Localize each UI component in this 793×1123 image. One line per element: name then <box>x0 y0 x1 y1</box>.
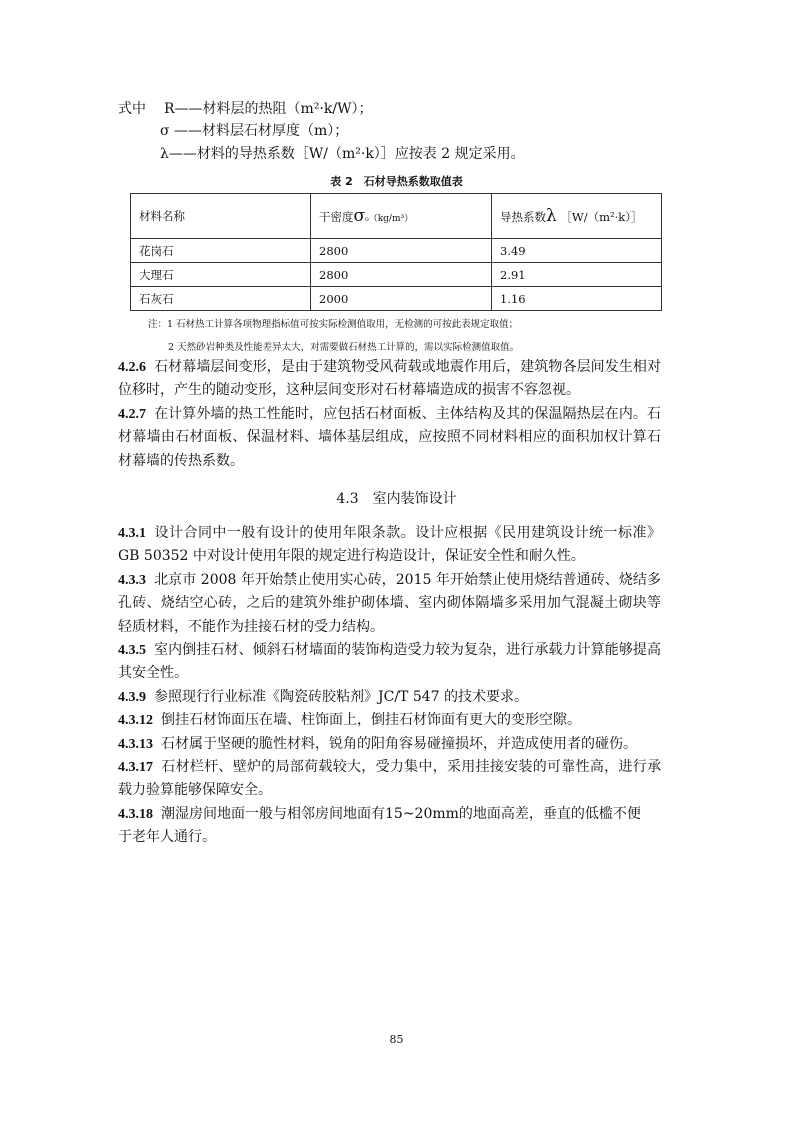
clause-4-2-6: 4.2.6 石材幕墙层间变形，是由于建筑物受风荷载或地震作用后，建筑物各层间发生相对位移时，产生的随动变形，这种层间变形对石材幕墙造成的损害不容忽视。 <box>118 359 661 399</box>
table-caption: 表 2 石材导热系数取值表 <box>330 175 463 188</box>
cell-conductivity: 3.49 <box>492 239 662 263</box>
cell-density: 2800 <box>311 263 492 287</box>
clause-4-3-18: 4.3.18 潮湿房间地面一般与相邻房间地面有15~20mm的地面高差，垂直的低槛不便于老年人通行。 <box>118 806 641 846</box>
clause-4-3-1: 4.3.1 设计合同中一般有设计的使用年限条款。设计应根据《民用建筑设计统一标准》GB 50352 中对设计使用年限的规定进行构造设计，保证安全性和耐久性。 <box>118 525 661 565</box>
header-conductivity: 导热系数λ ［W/（m²·k）］ <box>492 194 662 239</box>
table-header-row <box>131 194 662 239</box>
table-row <box>131 287 662 311</box>
table-note-1: 注：1 石材热工计算各项物理指标值可按实际检测值取用，无检测的可按此表规定取值； <box>148 319 519 330</box>
cell-density: 2800 <box>311 239 492 263</box>
cell-density: 2000 <box>311 287 492 311</box>
formula-line-sigma: σ ——材料层石材厚度（m）； <box>160 123 349 139</box>
clause-4-3-5: 4.3.5 室内倒挂石材、倾斜石材墙面的装饰构造受力较为复杂，进行承载力计算能够提高其安全性。 <box>118 642 661 682</box>
cell-conductivity: 2.91 <box>492 263 662 287</box>
table-note-2: 2 天然砂岩种类及性能差异太大，对需要做石材热工计算的，需以实际检测值取值。 <box>168 342 520 353</box>
thermal-conductivity-table <box>130 193 662 311</box>
clause-4-3-3: 4.3.3 北京市 2008 年开始禁止使用实心砖，2015 年开始禁止使用烧结普通砖、烧结多孔砖、烧结空心砖，之后的建筑外维护砌体墙、室内砌体隔墙多采用加气混凝土砌块等轻质材料，不能作为挂接石材的受力结构。 <box>118 572 661 635</box>
cell-conductivity: 1.16 <box>492 287 662 311</box>
table-row <box>131 263 662 287</box>
formula-line-lambda: λ——材料的导热系数［W/（m²·k）］应按表 2 规定采用。 <box>160 146 525 162</box>
table-row <box>131 239 662 263</box>
header-density: 干密度σ₀（kg/m³） <box>311 194 492 239</box>
cell-material: 大理石 <box>131 263 311 287</box>
section-heading: 4.3 室内装饰设计 <box>336 491 457 507</box>
cell-material: 花岗石 <box>131 239 311 263</box>
formula-line-r: R——材料层的热阻（m²·k/W）； <box>164 101 373 117</box>
clause-4-2-7: 4.2.7 在计算外墙的热工性能时，应包括石材面板、主体结构及其的保温隔热层在内。石材幕墙由石材面板、保温材料、墙体基层组成，应按照不同材料相应的面积加权计算石材幕墙的传热系数。 <box>118 406 661 469</box>
clause-4-3-12: 4.3.12 倒挂石材饰面压在墙、柱饰面上，倒挂石材饰面有更大的变形空隙。 <box>118 712 581 728</box>
clause-4-3-17: 4.3.17 石材栏杆、壁炉的局部荷载较大，受力集中，采用挂接安装的可靠性高，进行承载力验算能够保障安全。 <box>118 759 661 799</box>
clause-4-3-13: 4.3.13 石材属于坚硬的脆性材料，锐角的阳角容易碰撞损坏，并造成使用者的碰伤。 <box>118 736 637 752</box>
cell-material: 石灰石 <box>131 287 311 311</box>
page-number: 85 <box>389 1033 404 1046</box>
header-material: 材料名称 <box>131 194 311 239</box>
clause-4-3-9: 4.3.9 参照现行行业标准《陶瓷砖胶粘剂》JC/T 547 的技术要求。 <box>118 689 528 705</box>
formula-prefix: 式中 <box>118 101 146 117</box>
